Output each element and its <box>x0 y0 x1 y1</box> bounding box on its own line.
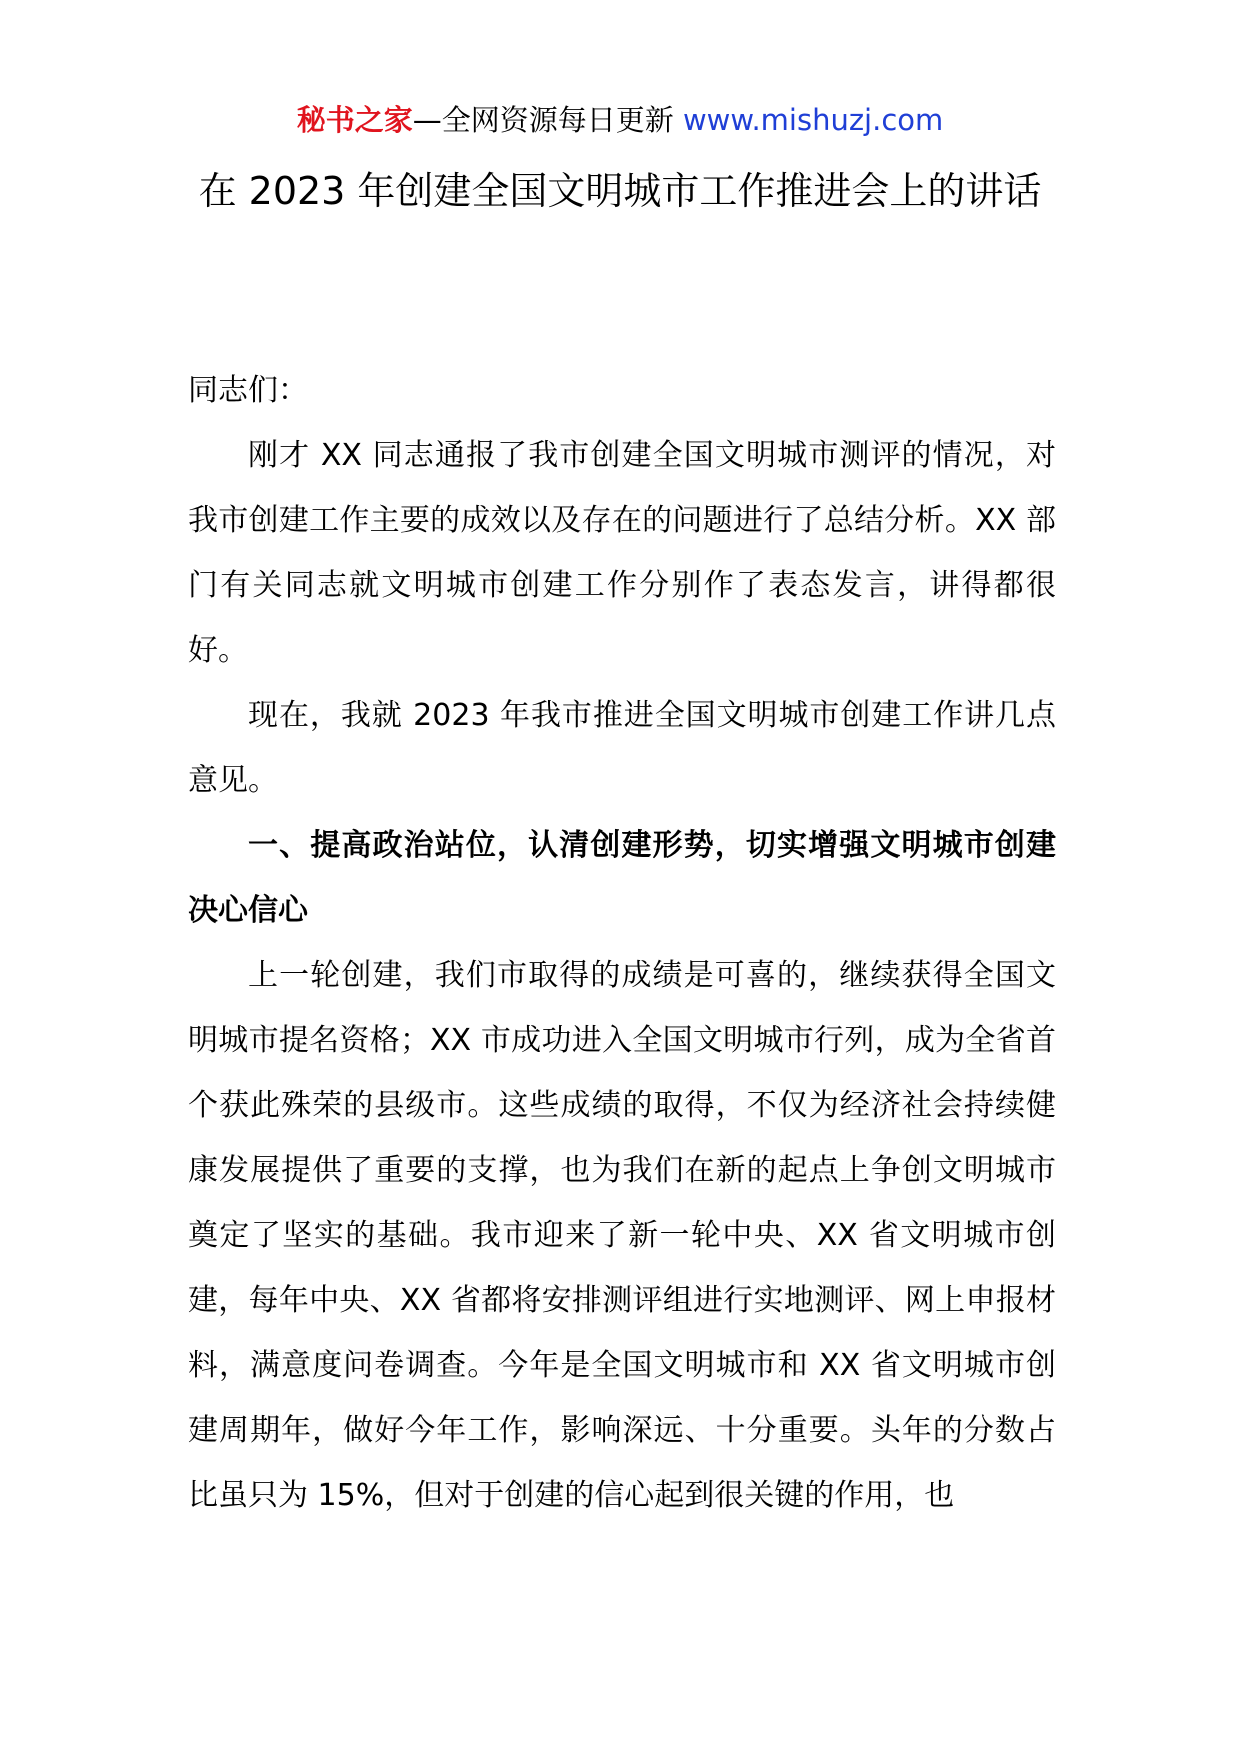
site-url-link[interactable]: www.mishuzj.com <box>682 103 944 137</box>
salutation: 同志们： <box>188 373 308 408</box>
site-header <box>0 100 1240 140</box>
body-paragraph: 上一轮创建，我们市取得的成绩是可喜的，继续获得全国文明城市提名资格；XX 市成功进入全国文明城市行列，成为全省首个获此殊荣的县级市。这些成绩的取得，不仅为经济社会持续健康发展提供了重要的支撑，也为我们在新的起点上争创文明城市奠定了坚实的基础。我市迎来了新一轮中央、XX 省文明城市创建，每年中央、XX 省都将安排测评组进行实地测评、网上申报材料，满意度问卷调查。今年是全国文明城市和 XX 省文明城市创建周期年，做好今年工作，影响深远、十分重要。头年的分数占比虽只为 15%，但对于创建的信心起到很关键的作用，也 <box>188 958 1056 1513</box>
brand-name: 秘书之家 <box>296 103 413 137</box>
document-body <box>188 354 1056 1528</box>
section-heading: 一、提高政治站位，认清创建形势，切实增强文明城市创建决心信心 <box>188 828 1056 928</box>
header-tagline: —全网资源每日更新 <box>412 103 683 137</box>
document-title: 在 2023 年创建全国文明城市工作推进会上的讲话 <box>198 169 1042 213</box>
body-paragraph: 现在，我就 2023 年我市推进全国文明城市创建工作讲几点意见。 <box>188 698 1056 798</box>
body-paragraph: 刚才 XX 同志通报了我市创建全国文明城市测评的情况，对我市创建工作主要的成效以及存在的问题进行了总结分析。XX 部门有关同志就文明城市创建工作分别作了表态发言，讲得都很好。 <box>188 438 1056 668</box>
